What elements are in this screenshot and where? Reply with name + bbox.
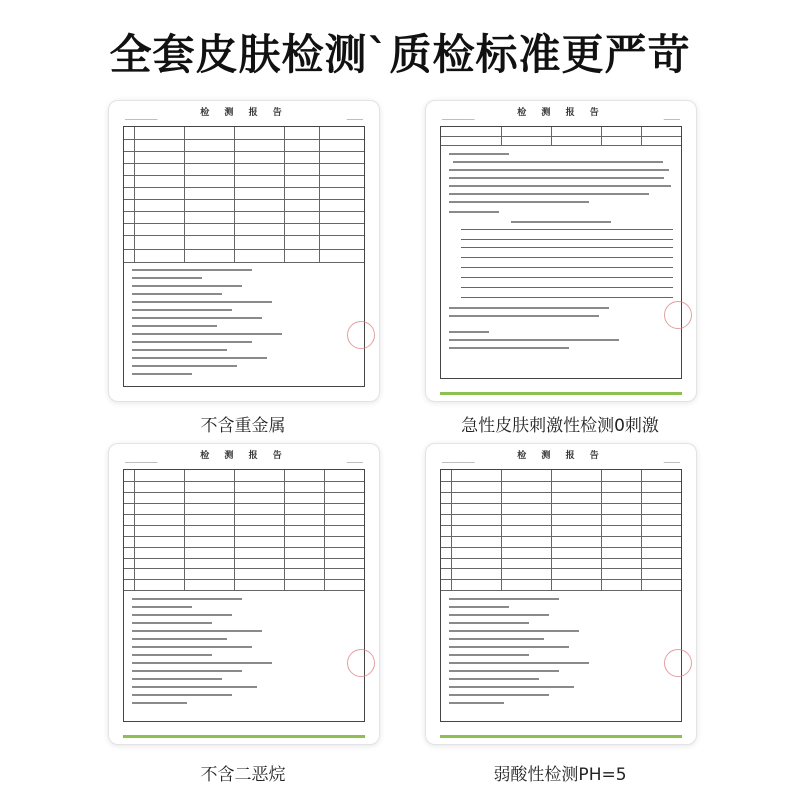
- report-table: [123, 126, 365, 387]
- red-stamp-icon: [347, 649, 375, 677]
- caption-skin-irritation: 急性皮肤刺激性检测0刺激: [461, 416, 659, 436]
- report-page-line: ──────: [663, 118, 680, 123]
- report-number-line: ────────────: [125, 118, 158, 123]
- report-table: [440, 469, 682, 722]
- report-page-line: ──────: [663, 461, 680, 466]
- footer-bar: [440, 392, 682, 395]
- report-page-line: ──────: [346, 461, 363, 466]
- caption-ph: 弱酸性检测PH=5: [493, 765, 627, 785]
- report-page-line: ──────: [346, 118, 363, 123]
- report-number-line: ────────────: [442, 118, 475, 123]
- report-title: 检 测 报 告: [200, 451, 288, 461]
- report-table: [123, 469, 365, 722]
- report-title: 检 测 报 告: [200, 108, 288, 118]
- footer-bar: [123, 735, 365, 738]
- red-stamp-icon: [664, 649, 692, 677]
- report-number-line: ────────────: [125, 461, 158, 466]
- report-title: 检 测 报 告: [517, 451, 605, 461]
- report-number-line: ────────────: [442, 461, 475, 466]
- report-card-skin-irritation[interactable]: [425, 100, 697, 402]
- report-card-heavy-metals[interactable]: [108, 100, 380, 402]
- red-stamp-icon: [347, 321, 375, 349]
- report-table: [440, 126, 682, 379]
- red-stamp-icon: [664, 301, 692, 329]
- report-title: 检 测 报 告: [517, 108, 605, 118]
- report-card-dioxane[interactable]: [108, 443, 380, 745]
- footer-bar: [440, 735, 682, 738]
- headline: 全套皮肤检测`质检标准更严苛: [109, 30, 691, 79]
- caption-dioxane: 不含二恶烷: [200, 765, 286, 785]
- report-card-ph[interactable]: [425, 443, 697, 745]
- caption-heavy-metals: 不含重金属: [200, 416, 286, 436]
